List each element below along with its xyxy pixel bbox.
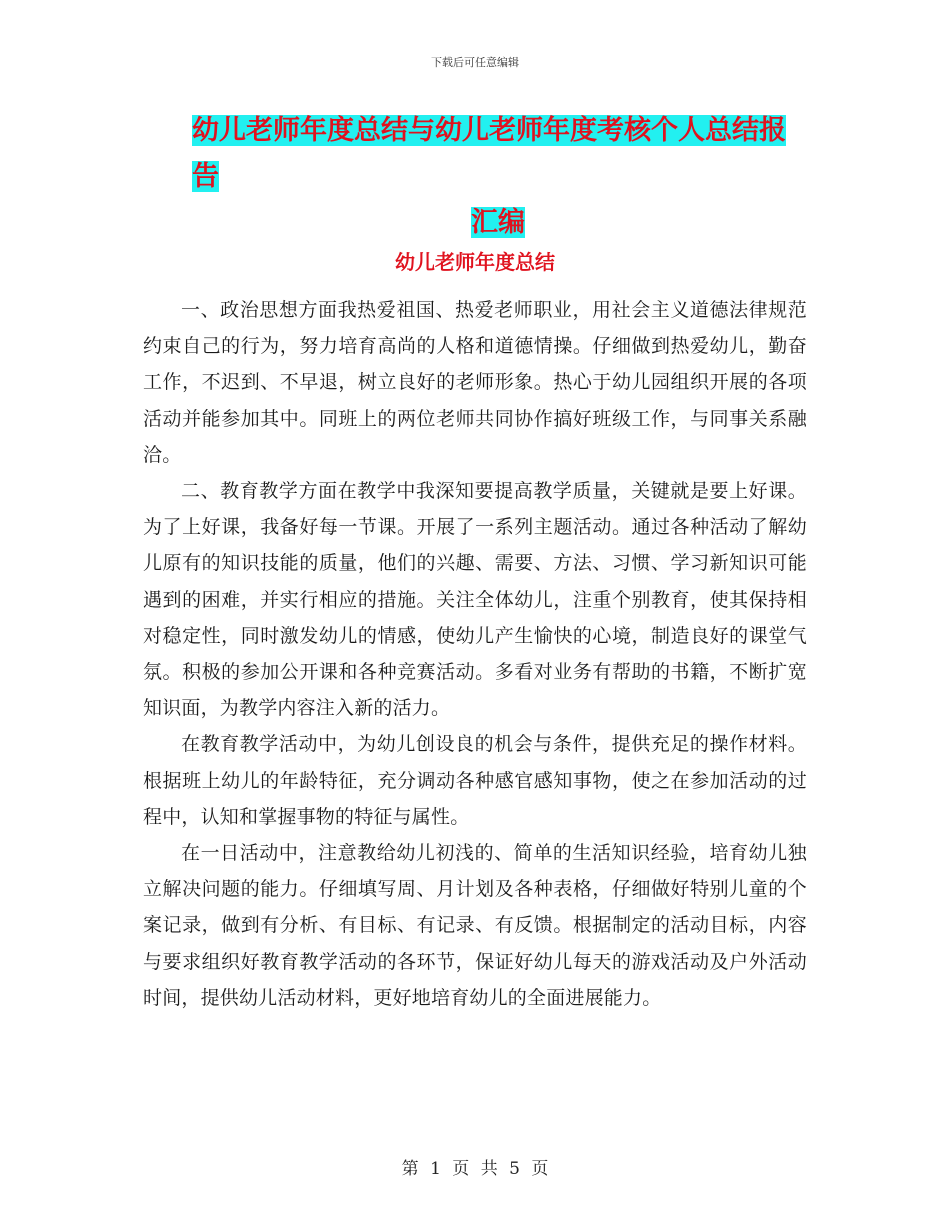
paragraph: 一、政治思想方面我热爱祖国、热爱老师职业，用社会主义道德法律规范约束自己的行为，努力培育高尚的人格和道德情操。仔细做到热爱幼儿，勤奋工作，不迟到、不早退，树立良好的老师形象。热心于幼儿园组织开展的各项活动并能参加其中。同班上的两位老师共同协作搞好班级工作，与同事关系融洽。 (143, 299, 807, 466)
header-note: 下载后可任意编辑 (431, 56, 519, 69)
paragraph: 在一日活动中，注意教给幼儿初浅的、简单的生活知识经验，培育幼儿独立解决问题的能力。仔细填写周、月计划及各种表格，仔细做好特别儿童的个案记录，做到有分析、有目标、有记录、有反馈。根据制定的活动目标，内容与要求组织好教育教学活动的各环节，保证好幼儿每天的游戏活动及户外活动时间，提供幼儿活动材料，更好地培育幼儿的全面进展能力。 (143, 842, 807, 1009)
section-title: 幼儿老师年度总结 (395, 250, 555, 274)
document-title-line1: 幼儿老师年度总结与幼儿老师年度考核个人总结报告 (192, 115, 786, 192)
body-text (143, 292, 807, 1016)
document-title-line2: 汇编 (471, 207, 525, 238)
page-number-footer: 第 1 页 共 5 页 (401, 1159, 549, 1179)
document-title (192, 108, 812, 246)
paragraph: 二、教育教学方面在教学中我深知要提高教学质量，关键就是要上好课。为了上好课，我备好每一节课。开展了一系列主题活动。通过各种活动了解幼儿原有的知识技能的质量，他们的兴趣、需要、方法、习惯、学习新知识可能遇到的困难，并实行相应的措施。关注全体幼儿，注重个别教育，使其保持相对稳定性，同时激发幼儿的情感，使幼儿产生愉快的心境，制造良好的课堂气氛。积极的参加公开课和各种竞赛活动。多看对业务有帮助的书籍，不断扩宽知识面，为教学内容注入新的活力。 (143, 480, 807, 720)
paragraph: 在教育教学活动中，为幼儿创设良的机会与条件，提供充足的操作材料。根据班上幼儿的年龄特征，充分调动各种感官感知事物，使之在参加活动的过程中，认知和掌握事物的特征与属性。 (143, 733, 807, 828)
